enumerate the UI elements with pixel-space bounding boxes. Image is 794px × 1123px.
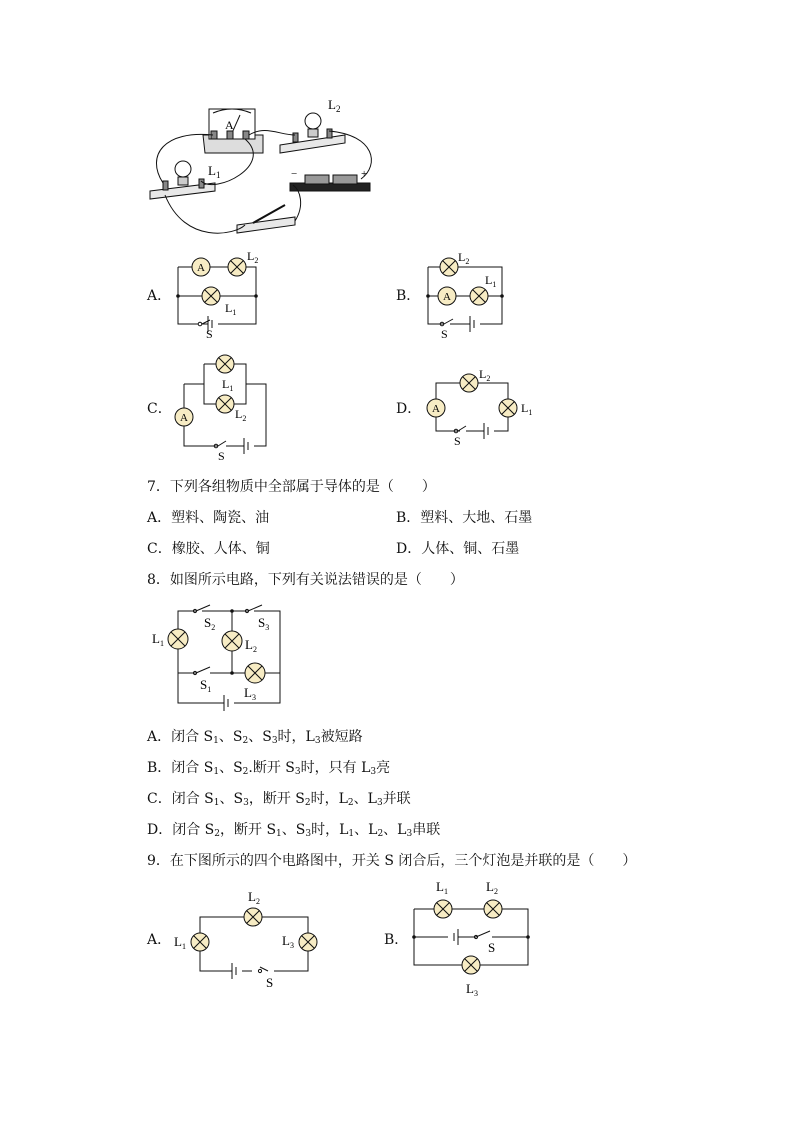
physical-circuit-figure — [145, 95, 385, 240]
svg-text:A: A — [180, 412, 188, 424]
lamp-l1-stand — [150, 161, 215, 199]
q6-circuit-d — [420, 365, 545, 450]
q7-option-a[interactable]: A．塑料、陶瓷、油 — [147, 510, 270, 526]
svg-text:L1: $L_1$ — [174, 934, 186, 951]
q8-circuit — [148, 597, 288, 719]
q8-option-b[interactable]: B．闭合 $S_1$、$S_2$.断开 $S_3$时，只有 $L_3$亮 — [147, 760, 391, 777]
svg-text:S: S — [441, 327, 448, 341]
q6-circuit-b — [420, 250, 515, 342]
q6-option-a-letter: A． — [147, 288, 172, 304]
svg-text:L2: $L_2$ — [486, 879, 498, 896]
q6-option-c-letter: C． — [147, 401, 172, 417]
q7-option-b[interactable]: B．塑料、大地、石墨 — [396, 510, 533, 526]
q9-circuit-b — [408, 875, 538, 1005]
svg-text:L2: $L_2$ — [248, 889, 260, 906]
svg-text:S: S — [206, 327, 213, 340]
lamp-l2-stand — [280, 113, 345, 153]
q6-circuit-a — [172, 250, 267, 340]
battery-plus: + — [361, 168, 368, 180]
svg-text:S3: $S_3$ — [258, 615, 270, 632]
svg-text:L2: $L_2$ — [247, 250, 259, 265]
meter-letter: A — [225, 118, 234, 132]
q7-stem: 7．下列各组物质中全部属于导体的是（ ） — [147, 479, 436, 495]
svg-text:L3: $L_3$ — [466, 981, 478, 998]
svg-text:L2: $L_2$ — [235, 407, 247, 423]
knife-switch — [237, 205, 295, 233]
q6-option-d-letter: D． — [396, 401, 422, 417]
battery-holder — [290, 175, 370, 191]
l2-label: $L_2$ — [328, 97, 341, 114]
svg-text:S: S — [488, 940, 496, 955]
svg-text:L1: $L_1$ — [521, 401, 533, 417]
svg-text:L2: $L_2$ — [479, 367, 491, 383]
svg-text:L2: $L_2$ — [245, 637, 257, 654]
q7-option-d[interactable]: D．人体、铜、石墨 — [396, 541, 520, 557]
svg-text:A: A — [443, 291, 451, 303]
svg-text:S: S — [266, 975, 274, 990]
q9-option-a-letter: A． — [147, 932, 172, 948]
svg-text:S2: $S_2$ — [204, 615, 216, 632]
q9-option-b-letter: B． — [384, 932, 409, 948]
q6-circuit-c — [170, 350, 275, 465]
q8-stem: 8．如图所示电路，下列有关说法错误的是（ ） — [147, 572, 464, 588]
battery-minus: − — [291, 168, 298, 180]
svg-text:S: S — [218, 449, 225, 463]
q7-option-c[interactable]: C．橡胶、人体、铜 — [147, 541, 270, 557]
q8-option-d[interactable]: D．闭合 $S_2$，断开 $S_1$、$S_3$时，$L_1$、$L_2$、$L_3$串联 — [147, 822, 441, 839]
q9-stem: 9．在下图所示的四个电路图中，开关 S 闭合后，三个灯泡是并联的是（ ） — [147, 853, 637, 869]
svg-text:L2: $L_2$ — [458, 250, 470, 266]
svg-text:L1: $L_1$ — [436, 879, 448, 896]
l1-label: $L_1$ — [208, 163, 221, 180]
svg-text:L1: $L_1$ — [152, 631, 164, 648]
svg-text:S: S — [454, 434, 461, 448]
svg-text:L3: $L_3$ — [244, 685, 256, 702]
q8-option-a[interactable]: A．闭合 $S_1$、$S_2$、$S_3$时，$L_3$被短路 — [147, 729, 363, 746]
svg-text:S1: $S_1$ — [200, 677, 212, 694]
svg-text:L3: $L_3$ — [282, 933, 294, 950]
svg-text:L1: $L_1$ — [222, 377, 234, 393]
svg-text:A: A — [197, 262, 205, 274]
svg-text:L1: $L_1$ — [225, 301, 237, 317]
q9-circuit-a — [170, 885, 330, 990]
svg-text:A: A — [432, 403, 440, 415]
svg-text:L1: $L_1$ — [485, 273, 497, 289]
q8-option-c[interactable]: C．闭合 $S_1$、$S_3$，断开 $S_2$时，$L_2$、$L_3$并联 — [147, 791, 411, 808]
q6-option-b-letter: B． — [396, 288, 421, 304]
